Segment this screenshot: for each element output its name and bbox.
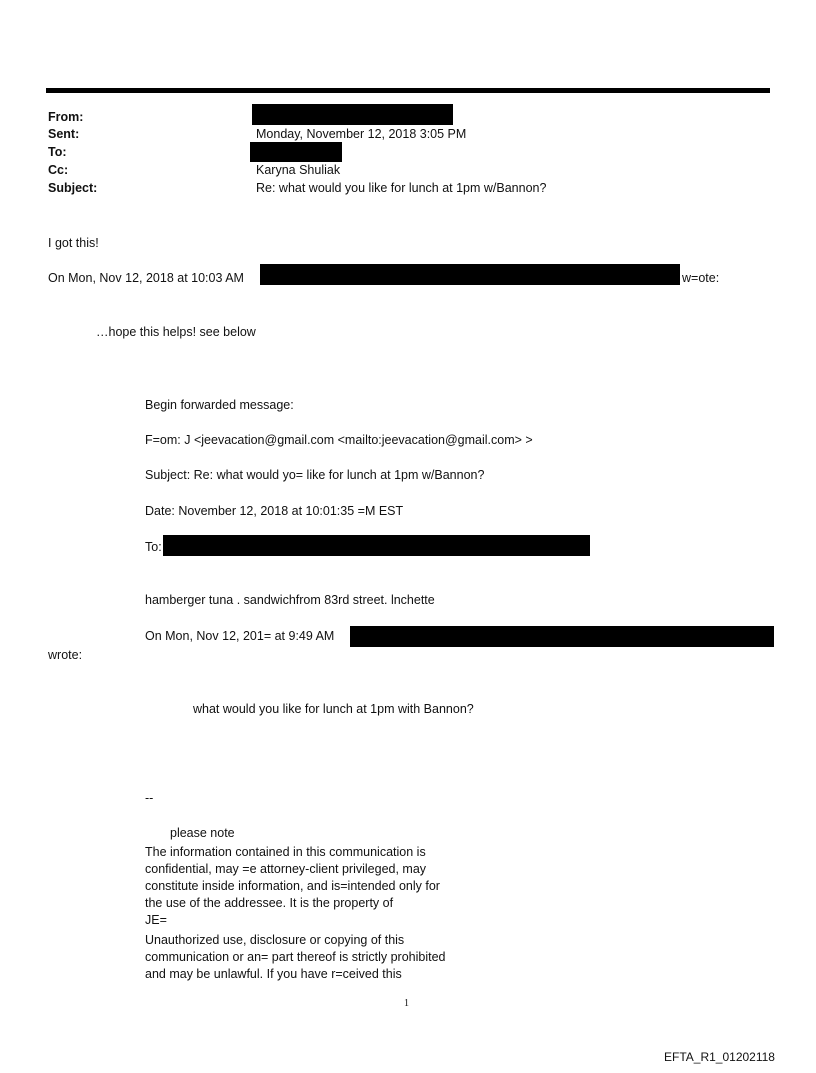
page-number: 1 [404,998,409,1009]
reply-text: I got this! [48,236,99,250]
cc-label: Cc: [48,163,69,177]
disclaimer-line: constitute inside information, and is=intended only for [145,879,440,893]
quote1-prefix: On Mon, Nov 12, 2018 at 10:03 AM [48,271,244,285]
quote2-redaction [350,626,774,647]
forward-note: …hope this helps! see below [96,325,256,339]
please-note: please note [170,826,235,840]
disclaimer-line: Unauthorized use, disclosure or copying of this [145,933,405,947]
subject-label: Subject: [48,181,98,195]
disclaimer-line: The information contained in this communication is [145,845,426,859]
disclaimer-line: and may be unlawful. If you have r=ceived this [145,967,402,981]
forwarded-date: Date: November 12, 2018 at 10:01:35 =M EST [145,504,404,518]
quote2-prefix: On Mon, Nov 12, 201= at 9:49 AM [145,629,335,643]
disclaimer-line: JE= [145,913,167,927]
signature-separator: -- [145,791,154,805]
original-question: what would you like for lunch at 1pm with Bannon? [193,702,474,716]
to-redaction [250,142,342,162]
sent-value: Monday, November 12, 2018 3:05 PM [256,127,467,141]
forwarded-from: F=om: J <jeevacation@gmail.com <mailto:jeevacation@gmail.com> > [145,433,533,447]
from-label: From: [48,110,84,124]
forwarded-to-label: To: [145,540,162,554]
disclaimer-line: communication or an= part thereof is strictly prohibited [145,950,446,964]
document-id: EFTA_R1_01202118 [664,1050,775,1064]
quote1-suffix: w=ote: [682,271,720,285]
lunch-reply: hamberger tuna . sandwichfrom 83rd street. lnchette [145,593,435,607]
quote2-wrote: wrote: [48,648,83,662]
disclaimer-line: the use of the addressee. It is the property of [145,896,394,910]
subject-value: Re: what would you like for lunch at 1pm w/Bannon? [256,181,547,195]
sent-label: Sent: [48,127,80,141]
header-rule [46,88,770,93]
begin-forwarded: Begin forwarded message: [145,398,294,412]
forwarded-to-redaction [163,535,590,556]
to-label: To: [48,145,67,159]
forwarded-subject: Subject: Re: what would yo= like for lunch at 1pm w/Bannon? [145,468,485,482]
cc-value: Karyna Shuliak [256,163,341,177]
from-redaction [252,104,453,125]
quote1-redaction [260,264,680,285]
disclaimer-line: confidential, may =e attorney-client privileged, may [145,862,427,876]
